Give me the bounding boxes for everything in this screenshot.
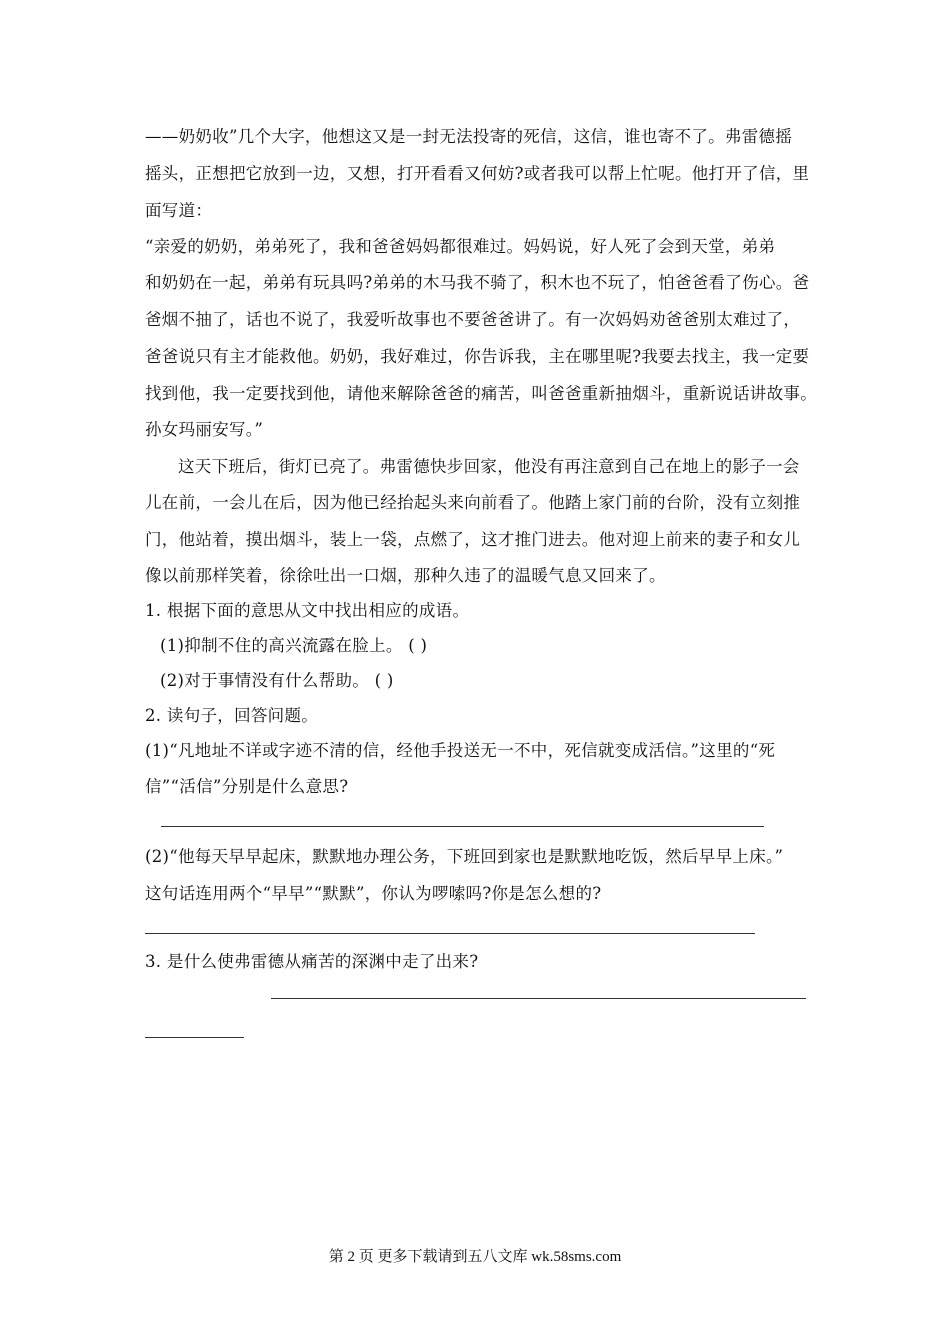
question-2-sub2: (2)“他每天早早起床，默默地办理公务，下班回到家也是默默地吃饭，然后早早上床。”: [145, 847, 784, 866]
passage-line: 儿在前，一会儿在后，因为他已经抬起头来向前看了。他踏上家门前的台阶，没有立刻推: [145, 493, 801, 512]
passage-line: 这天下班后，街灯已亮了。弗雷德快步回家，他没有再注意到自己在地上的影子一会: [178, 457, 800, 476]
passage-line: 和奶奶在一起，弟弟有玩具吗?弟弟的木马我不骑了，积木也不玩了，怕爸爸看了伤心。爸: [145, 273, 810, 292]
answer-line[interactable]: [145, 1037, 244, 1038]
passage-line: 爸烟不抽了，话也不说了，我爱听故事也不要爸爸讲了。有一次妈妈劝爸爸别太难过了，: [145, 310, 801, 329]
question-3-title: 3. 是什么使弗雷德从痛苦的深渊中走了出来?: [145, 952, 479, 971]
passage-line: 孙女玛丽安写。”: [145, 420, 264, 439]
passage-line: “亲爱的奶奶，弟弟死了，我和爸爸妈妈都很难过。妈妈说，好人死了会到天堂，弟弟: [145, 237, 776, 256]
question-1-item: (2)对于事情没有什么帮助。 ( ): [160, 671, 394, 690]
passage-line: 像以前那样笑着，徐徐吐出一口烟，那种久违了的温暖气息又回来了。: [145, 566, 666, 585]
passage-line: 爸爸说只有主才能救他。奶奶，我好难过，你告诉我，主在哪里呢?我要去找主，我一定要: [145, 347, 810, 366]
passage-line: ——奶奶收”几个大字，他想这又是一封无法投寄的死信，这信，谁也寄不了。弗雷德摇: [145, 127, 793, 146]
answer-line[interactable]: [161, 826, 764, 827]
question-2-sub1: (1)“凡地址不详或字迹不清的信，经他手投送无一不中，死信就变成活信。”这里的“死: [145, 741, 776, 760]
passage-line: 摇头，正想把它放到一边，又想，打开看看又何妨?或者我可以帮上忙呢。他打开了信，里: [145, 164, 810, 183]
question-2-sub1: 信”“活信”分别是什么意思?: [145, 777, 349, 796]
question-2-sub2: 这句话连用两个“早早”“默默”，你认为啰嗦吗?你是怎么想的?: [145, 884, 602, 903]
passage-line: 门，他站着，摸出烟斗，装上一袋，点燃了，这才推门进去。他对迎上前来的妻子和女儿: [145, 530, 801, 549]
answer-line[interactable]: [271, 998, 806, 999]
answer-line[interactable]: [145, 933, 755, 934]
page-footer: 第 2 页 更多下载请到五八文库 wk.58sms.com: [328, 1249, 622, 1265]
question-2-title: 2. 读句子，回答问题。: [145, 706, 319, 725]
passage-line: 找到他，我一定要找到他，请他来解除爸爸的痛苦，叫爸爸重新抽烟斗，重新说话讲故事。: [145, 384, 817, 403]
question-1-item: (1)抑制不住的高兴流露在脸上。 ( ): [160, 636, 428, 655]
passage-line: 面写道：: [145, 201, 213, 220]
question-1-title: 1. 根据下面的意思从文中找出相应的成语。: [145, 601, 470, 620]
